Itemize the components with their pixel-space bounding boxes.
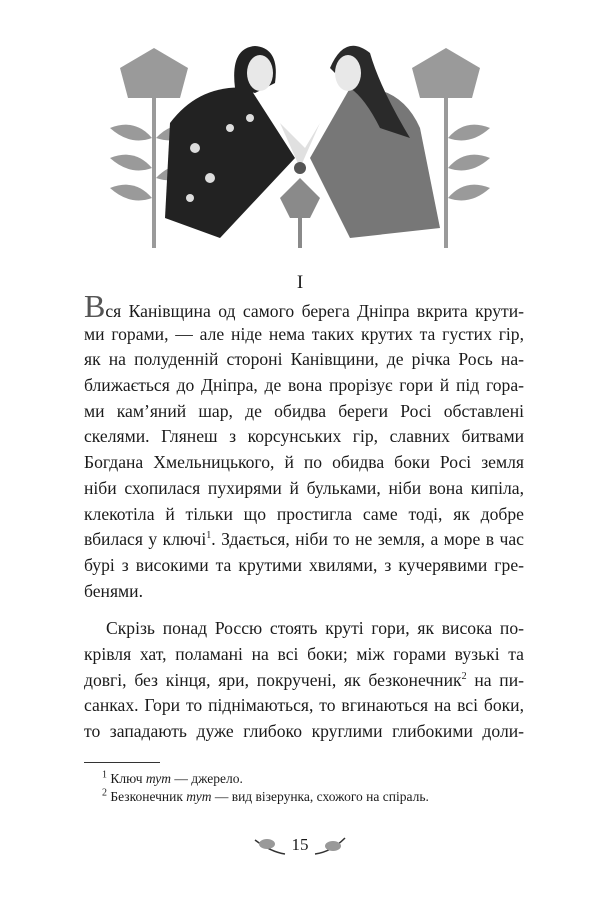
text-line: ніби схопилася пухирями й бульками, ніби вона кипіла, (84, 477, 524, 498)
text-line: Богдана Хмельницького, й по обидва боки Росі земля (84, 452, 524, 473)
drop-cap: В (84, 288, 106, 324)
text-line: то западають дуже глибоко круглими глибокими доли- (84, 721, 524, 741)
text-line: як на полуденній стороні Канівщини, де річка Рось на- (84, 349, 524, 370)
text-line: довгі, без кінця, яри, покручені, як безконечник$^2$ на пи- (84, 669, 524, 690)
text-line: крівля хат, поламані на всі боки; між горами вузькі та (84, 643, 524, 664)
text-line: вбилася у ключі$^1$. Здається, ніби то не земля, а море в час (84, 529, 524, 550)
footnote-2: $^2$ Безконечник тут — вид візерунка, схожого на спіраль. (102, 787, 429, 804)
footnote-1: $^1$ Ключ тут — джерело. (102, 769, 243, 786)
chapter-number: I (296, 272, 304, 293)
text-line: скелями. Глянеш з корсунських гір, славних битвами (84, 426, 524, 447)
text-line: бурі з високими та крутими хвилями, з кучерявими гре- (84, 554, 524, 575)
body-text (84, 288, 524, 745)
left-ornament-icon (253, 836, 287, 856)
text-line: клекотіла й тільки що простигла саме тоді, як добре (84, 503, 524, 524)
text-line: ми горами, — але ніде нема таких крутих та густих гір, (84, 323, 524, 344)
man-figure (165, 87, 295, 238)
text-line: Скрізь понад Россю стоять круті гори, як висока по- (106, 618, 524, 639)
right-ornament-icon (313, 836, 347, 856)
text-line: ми кам’яний шар, де обидва береги Росі обставлені (84, 400, 524, 421)
footnote-divider (84, 762, 160, 763)
text-line: санках. Гори то піднімаються, то вгинаються на всі боки, (84, 695, 524, 716)
page-footer (0, 835, 600, 856)
footnotes (102, 770, 429, 806)
text-line: ближається до Дніпра, де вона прорізує гори й під гора- (84, 375, 524, 396)
footnote-ref-1[interactable]: 1 (206, 530, 212, 542)
page-number: 15 (291, 835, 309, 854)
chapter-illustration (110, 28, 490, 253)
text-line: Вся Канівщина од самого берега Дніпра вкрита крути- (84, 288, 524, 324)
footnote-ref-2[interactable]: 2 (461, 670, 467, 682)
text-line: бенями. (84, 580, 143, 601)
